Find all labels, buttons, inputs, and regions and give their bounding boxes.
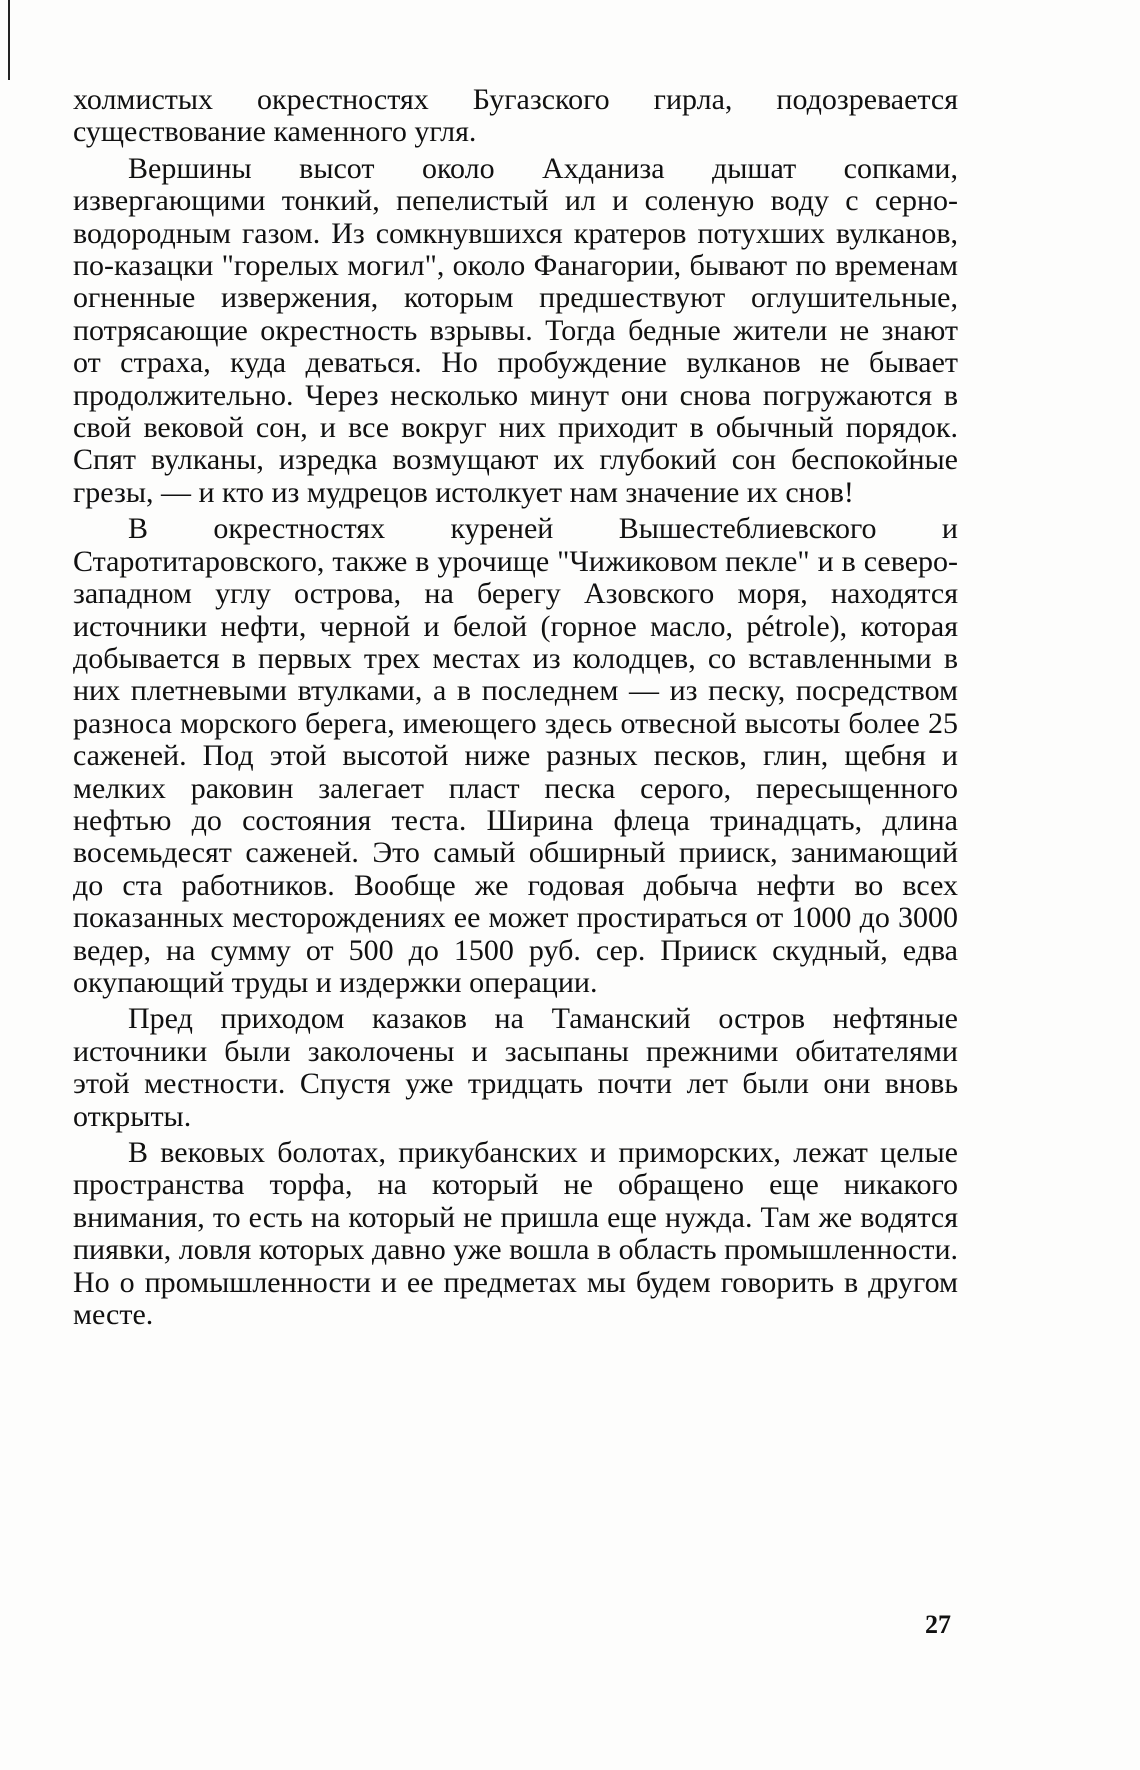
- page-number: 27: [925, 1610, 951, 1639]
- body-text: [73, 84, 958, 1335]
- paragraph-2: Вершины высот около Ахданиза дышат сопками, извергающими тонкий, пепелистый ил и соленую воду с серно-водородным газом. Из сомкнувшихся кратеров потухших вулканов, по-казацки "горелых могил", около Фанагории, бывают по временам огненные извержения, которым предшествуют оглушительные, потрясающие окрестность взрывы. Тогда бедные жители не знают от страха, куда деваться. Но пробуждение вулканов не бывает продолжительно. Через несколько минут они снова погружаются в свой вековой сон, и все вокруг них приходит в обычный порядок. Спят вулканы, изредка возмущают их глубокий сон беспокойные грезы, — и кто из мудрецов истолкует нам значение их снов!: [73, 151, 958, 509]
- paragraph-3: В окрестностях куреней Вышестеблиевского и Старотитаровского, также в урочище "Чижиковом пекле" и в северо-западном углу острова, на берегу Азовского моря, находятся источники нефти, черной и белой (горное масло, pétrole), которая добывается в первых трех местах из колодцев, со вставленными в них плетневыми втулками, а в последнем — из песку, посредством разноса морского берега, имеющего здесь отвесной высоты более 25 саженей. Под этой высотой ниже разных песков, глин, щебня и мелких раковин залегает пласт песка серого, пересыщенного нефтью до состояния теста. Ширина флеца тринадцать, длина восемьдесят саженей. Это самый обширный прииск, занимающий до ста работников. Вообще же годовая добыча нефти во всех показанных месторождениях ее может простираться от 1000 до 3000 ведер, на сумму от 500 до 1500 руб. сер. Прииск скудный, едва окупающий труды и издержки операции.: [73, 512, 958, 999]
- paragraph-1: холмистых окрестностях Бугазского гирла, подозревается существование каменного угля.: [73, 83, 958, 149]
- page-edge-line: [8, 0, 10, 80]
- paragraph-5: В вековых болотах, прикубанских и приморских, лежат целые пространства торфа, на который не обращено еще никакого внимания, то есть на который не пришла еще нужда. Там же водятся пиявки, ловля которых давно уже вошла в область промышленности. Но о промышленности и ее предметах мы будем говорить в другом месте.: [73, 1136, 958, 1332]
- paragraph-4: Пред приходом казаков на Таманский остров нефтяные источники были заколочены и засыпаны прежними обитателями этой местности. Спустя уже тридцать почти лет были они вновь открыты.: [73, 1002, 958, 1133]
